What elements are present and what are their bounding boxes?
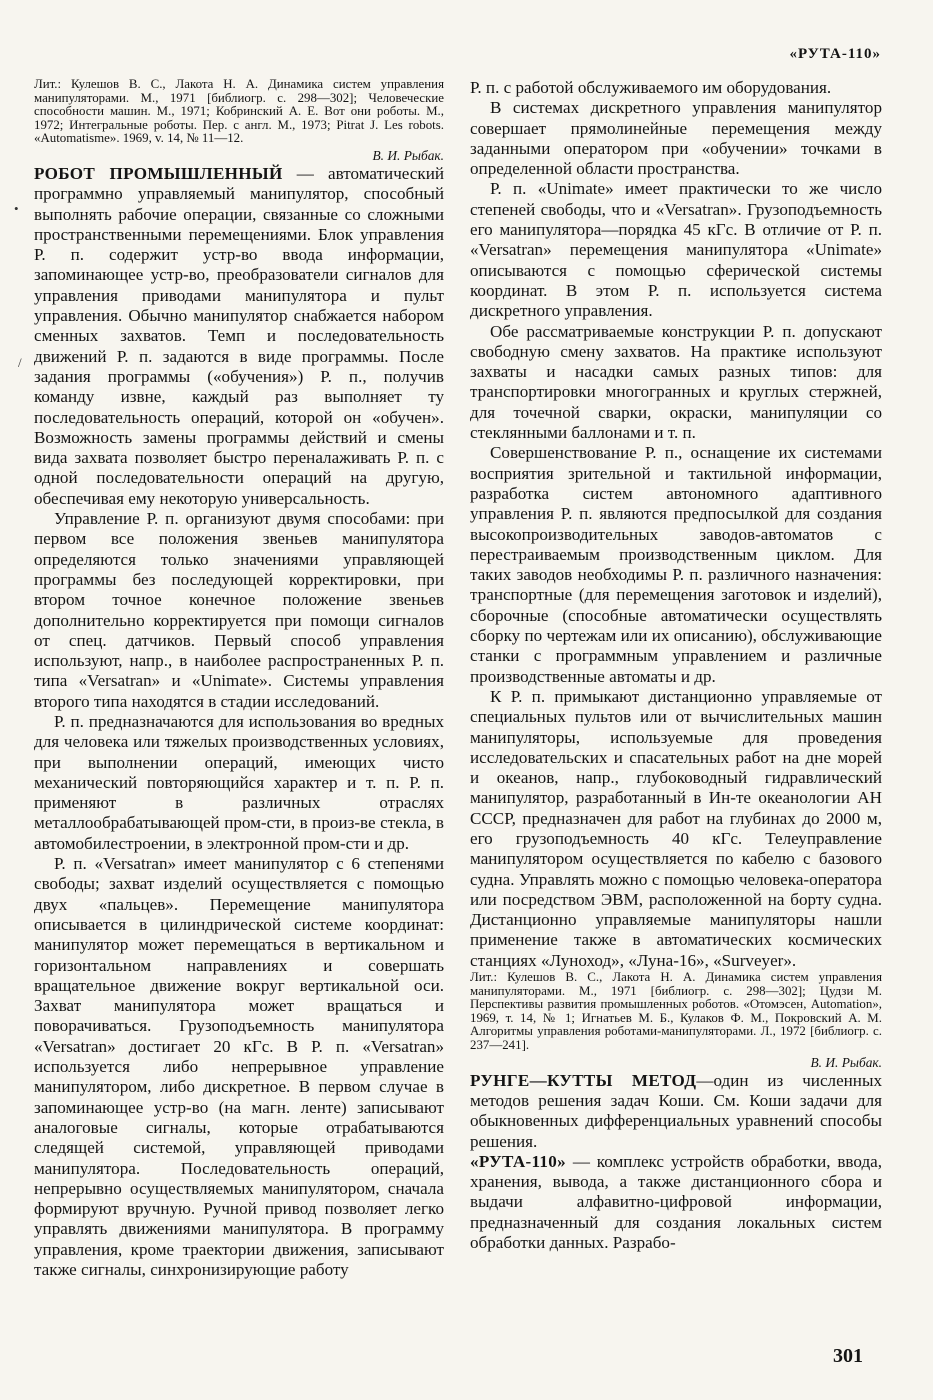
margin-mark: / <box>18 355 22 370</box>
left-column <box>34 78 444 1280</box>
entry-robot-p8: Совершенствование Р. п., оснащение их системами восприятия зрительной и тактильной информации, разработка систем автономного адаптивного управления Р. п. являются предпосылкой для создания высокопроизводительных заводов-автоматов с перестраиваемым производственным циклом. Для таких заводов необходимы Р. п. различного назначения: транспортные (для перемещения заготовок и изделий), сборочные (способные автоматически осуществлять сборку по чертежам или их описанию), обслуживающие станки с программным управлением и различные производственные автоматы и др. <box>470 443 882 686</box>
entry-term-runge-kutta: РУНГЕ—КУТТЫ МЕТОД <box>470 1070 697 1090</box>
entry-robot-p9: К Р. п. примыкают дистанционно управляемые от специальных пультов или от вычислительных машин манипуляторы, используемые для проведения исследовательских и спасательных работ на дне морей и океанов, напр., глубоководный гидравлический манипулятор, разработанный в Ин-те океанологии АН СССР, предназначен для работ на глубинах до 2000 м, его грузоподъемность 40 кГс. Телеуправление манипулятором осуществляется по кабелю с базового судна. Управлять можно с помощью человека-оператора или посредством ЭВМ, расположенной на борту судна. Дистанционно управляемые манипуляторы нашли применение также в автоматических космических станциях «Луноход», «Луна-16», «Surveyer». <box>470 686 882 970</box>
entry-robot-p4: Р. п. «Versatran» имеет манипулятор с 6 степенями свободы; захват изделий осуществляется с помощью двух «пальцев». Перемещение манипулятора описывается в цилиндрической системе координат: манипулятор может перемещаться в вертикальном и горизонтальном направлениях и совершать вращательное движение вокруг вертикальной оси. Захват манипулятора может вращаться и поворачиваться. Грузоподъемность манипулятора «Versatran» достигает 20 кГс. В Р. п. «Versatran» используется либо непрерывное управление манипулятором, либо дискретное. В первом случае в запоминающее устр-во (на магн. ленте) записывают аналоговые сигналы, которые отрабатываются следящей системой, управляющей приводами манипулятора. Последовательность операций, непрерывно осуществляемых манипулятором, сначала формируют вручную. Ручной привод позволяет легко управлять движениями манипулятора. В программу управления, кроме траектории движения, записывают также сигналы, синхронизирующие работу <box>34 854 444 1279</box>
entry-ruta-110 <box>470 1152 882 1253</box>
entry-robot-p1-text: — автоматический программно управляемый манипулятор, способный выполнять рабочие операции, связанные со сложными пространственными перемещениями. Блок управления Р. п. содержит устр-во ввода информации, запоминающее устр-во, преобразователи сигналов для управления приводами манипулятора и пульт управления. Обычно манипулятор снабжается набором сменных захватов. Темп и последовательность движений Р. п. задаются в виде программы. После задания программы («обучения») Р. п., получив команду извне, каждый раз выполняет ту последовательность операций, которой он «обучен». Возможность замены программы действий и смены вида захвата позволяет быстро переналаживать Р. п. с одной последовательности операций на другую, обеспечивая ему некоторую универсальность. <box>34 163 444 508</box>
entry-robot-p7: Обе рассматриваемые конструкции Р. п. допускают свободную смену захватов. На практике используют захваты и насадки самых разных типов: для транспортировки многогранных и круглых стержней, для точечной сварки, окраски, манипуляции со стеклянными баллонами и т. п. <box>470 321 882 443</box>
entry-ruta-110-text: — комплекс устройств обработки, ввода, хранения, вывода, а также дистанционного сбора и выдачи алфавитно-цифровой информации, предназначенный для создания локальных систем обработки данных. Разрабо- <box>470 1151 882 1252</box>
bibliography-1: Лит.: Кулешов В. С., Лакота Н. А. Динамика систем управления манипуляторами. М., 1971 [библиогр. с. 298—302]; Человеческие способности машин. М., 1971; Кобринский А. Е. Вот они роботы. М., 1972; Интегральные роботы. Пер. с англ. М., 1973; Pitrat J. Les robots. «Automatisme». 1969, v. 14, № 11—12. <box>34 77 444 146</box>
bibliography-2: Лит.: Кулешов В. С., Лакота Н. А. Динамика систем управления манипуляторами. М., 1971 [библиогр. с. 298—302]; Цудзи М. Перспективы развития промышленных роботов. «Отомэсен, Automation», 1969, т. 14, № 1; Игнатьев М. Б., Кулаков Ф. М., Покровский А. М. Алгоритмы управления роботами-манипуляторами. Л., 1972 [библиогр. с. 237—241]. <box>470 970 882 1053</box>
entry-robot-p5: В системах дискретного управления манипулятор совершает прямолинейные перемещения между заданными оператором при «обучении» точками в определенной области пространства. <box>470 98 882 179</box>
entry-runge-kutta-text: —один из численных методов решения задач Коши. См. Коши задачи для обыкновенных дифференциальных уравнений способы решения. <box>470 1070 882 1151</box>
entry-robot-p1 <box>34 164 444 509</box>
author-signature-1: В. И. Рыбак. <box>372 147 444 163</box>
entry-robot-p2: Управление Р. п. организуют двумя способами: при первом все положения звеньев манипулятора определяются только значениями управляющей программы без последующей корректировки, при втором точное конечное положение звеньев дополнительно корректируется при помощи сигналов от спец. датчиков. Первый способ управления используют, напр., в наиболее распространенных Р. п. типа «Versatran» и «Unimate». Системы управления второго типа находятся в стадии исследований. <box>34 509 444 711</box>
running-head: «РУТА-110» <box>789 46 881 62</box>
right-column <box>470 78 882 1253</box>
page-number: 301 <box>833 1345 863 1367</box>
entry-runge-kutta <box>470 1071 882 1152</box>
entry-robot-p6: Р. п. «Unimate» имеет практически то же число степеней свободы, что и «Versatran». Грузоподъемность его манипулятора—порядка 45 кГс. В отличие от Р. п. «Versatran» перемещения манипулятора «Unimate» описываются с помощью сферической системы координат. В этом Р. п. используется система дискретного управления. <box>470 179 882 321</box>
margin-mark: • <box>14 201 19 216</box>
entry-term-robot: РОБОТ ПРОМЫШЛЕННЫЙ <box>34 163 283 183</box>
author-signature-2: В. И. Рыбак. <box>810 1054 882 1070</box>
entry-term-ruta-110: «РУТА-110» <box>470 1151 566 1171</box>
entry-robot-p4-continued: Р. п. с работой обслуживаемого им оборудования. <box>470 78 832 97</box>
entry-robot-p3: Р. п. предназначаются для использования во вредных для человека или тяжелых производственных условиях, при выполнении операций, имеющих чисто механический повторяющийся характер и т. п. Р. п. применяют в различных отраслях металлообрабатывающей пром-сти, в произ-ве стекла, в автомобилестроении, в электронной пром-сти и др. <box>34 711 444 853</box>
